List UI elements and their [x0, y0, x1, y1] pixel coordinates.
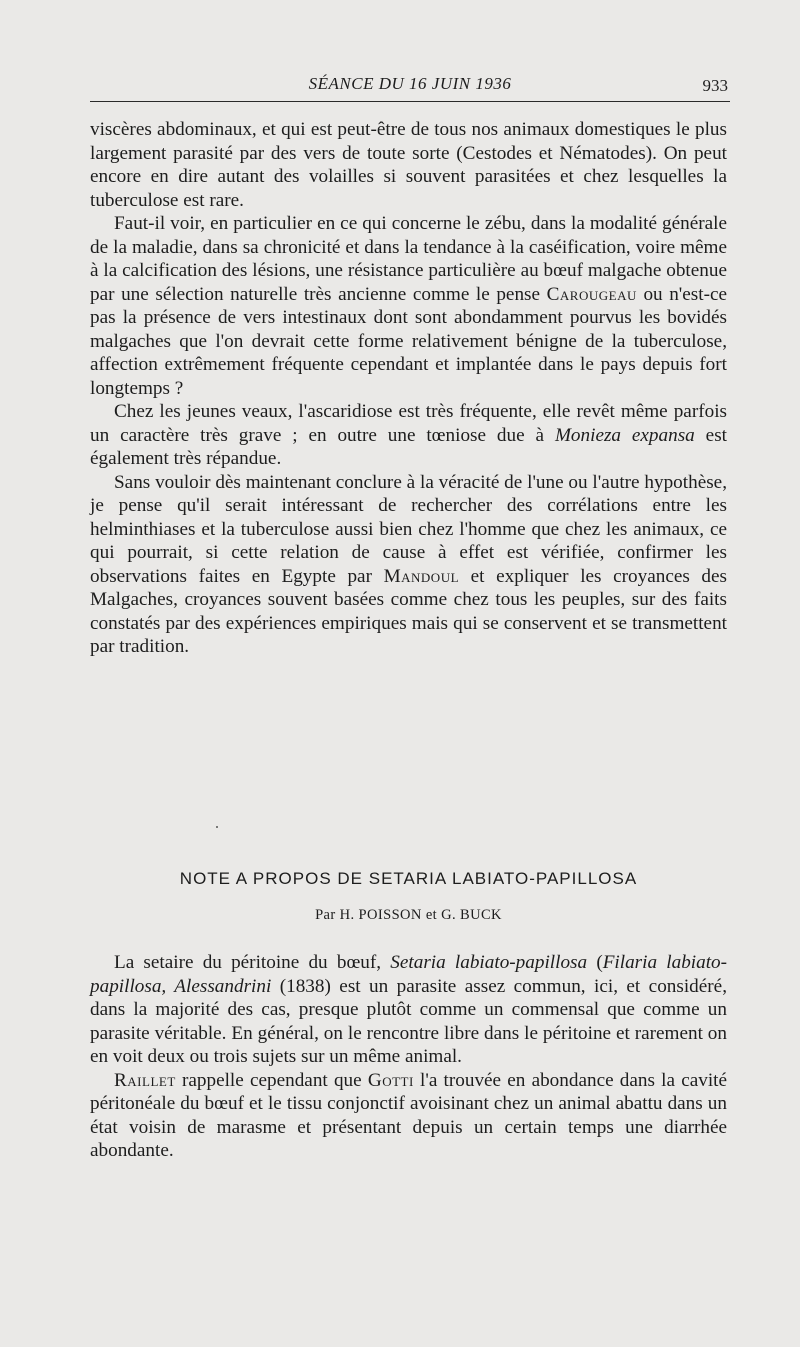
paragraph-continuation	[90, 118, 727, 212]
page-number: 933	[702, 76, 728, 95]
article-byline: Par H. POISSON et G. BUCK	[315, 907, 502, 923]
paragraph-text: est également très répandue.	[90, 424, 727, 469]
paragraph-setaria-intro	[90, 951, 727, 1069]
running-head	[90, 74, 730, 98]
paragraph-raillet	[90, 1069, 727, 1163]
species-name: Setaria labiato-papillosa	[390, 952, 588, 973]
print-speck	[216, 826, 218, 828]
paragraph-text: l'a trouvée en abondance dans la cavité péritonéale du bœuf et le tissu conjonctif avoisinant chez un animal abattu dans un état voisin de marasme et présentant depuis un certain temps une diarrhée abondante.	[90, 1069, 728, 1161]
article-title: NOTE A PROPOS DE SETARIA LABIATO-PAPILLOSA	[179, 869, 638, 888]
header-rule	[90, 101, 730, 102]
author-name-carougeau: Carougeau	[546, 283, 637, 305]
paragraph-zebu-question	[90, 212, 727, 400]
paragraph-text: viscères abdominaux, et qui est peut-être de tous nos animaux domestiques le plus largement parasité par des vers de toute sorte (Cestodes et Nématodes). On peut encore en dire autant des volailles si souvent parasitées et chez lesquelles la tuberculose est rare.	[90, 119, 727, 211]
author-name-raillet: Raillet	[114, 1069, 176, 1091]
paragraph-text: (	[596, 952, 603, 973]
species-name: Monieza expansa	[554, 424, 695, 446]
paragraph-text: ou n'est-ce pas la présence de vers intestinaux dont sont abondamment pourvus les bovidés malgaches que l'on devrait cette forme relativement bénigne de la tuberculose, affection extrêmement fréquente cependant et implantée dans le pays depuis fort longtemps ?	[90, 283, 727, 399]
paragraph-text: Sans vouloir dès maintenant conclure à la véracité de l'une ou l'autre hypothèse, je pense qu'il serait intéressant de rechercher des corrélations entre les helminthiases et la tuberculose aussi bien chez l'homme que chez les animaux, ce qui pourrait, si cette relation de cause à effet est vérifiée, confirmer les observations faites en Egypte par	[90, 471, 727, 587]
author-name-mandoul: Mandoul	[383, 565, 460, 587]
paragraph-text: Faut-il voir, en particulier en ce qui concerne le zébu, dans la modalité générale de la maladie, dans sa chronicité et dans la tendance à la caséification, voire même à la calcification des lésions, une résistance particulière au bœuf malgache obtenue par une sélection naturelle très ancienne comme le pense	[90, 213, 727, 305]
running-title: SÉANCE DU 16 JUIN 1936	[308, 74, 512, 93]
previous-article-conclusion	[90, 118, 727, 659]
species-synonym: Filaria labiato-papillosa, Alessandrini	[90, 952, 728, 997]
paragraph-text: La setaire du péritoine du bœuf,	[114, 952, 382, 973]
author-name-gotti: Gotti	[367, 1069, 414, 1091]
paragraph-hypothesis	[90, 471, 727, 659]
paragraph-text: (1838) est un parasite assez commun, ici, et considéré, dans la majorité des cas, presque plutôt comme un commensal que comme un parasite véritable. En général, on le rencontre libre dans le péritoine et rarement on en voit deux ou trois sujets sur un même animal.	[90, 975, 727, 1067]
paragraph-text: et expliquer les croyances des Malgaches, croyances souvent basées comme chez tous les peuples, sur des faits constatés par des expériences empiriques mais qui se conservent et se transmettent par tradition.	[90, 565, 728, 657]
article-body	[90, 951, 727, 1163]
paragraph-text: Chez les jeunes veaux, l'ascaridiose est très fréquente, elle revêt même parfois un caractère très grave ; en outre une tœniose due à	[90, 401, 727, 446]
paragraph-young-calves	[90, 400, 727, 471]
paragraph-text: rappelle cependant que	[181, 1069, 362, 1091]
